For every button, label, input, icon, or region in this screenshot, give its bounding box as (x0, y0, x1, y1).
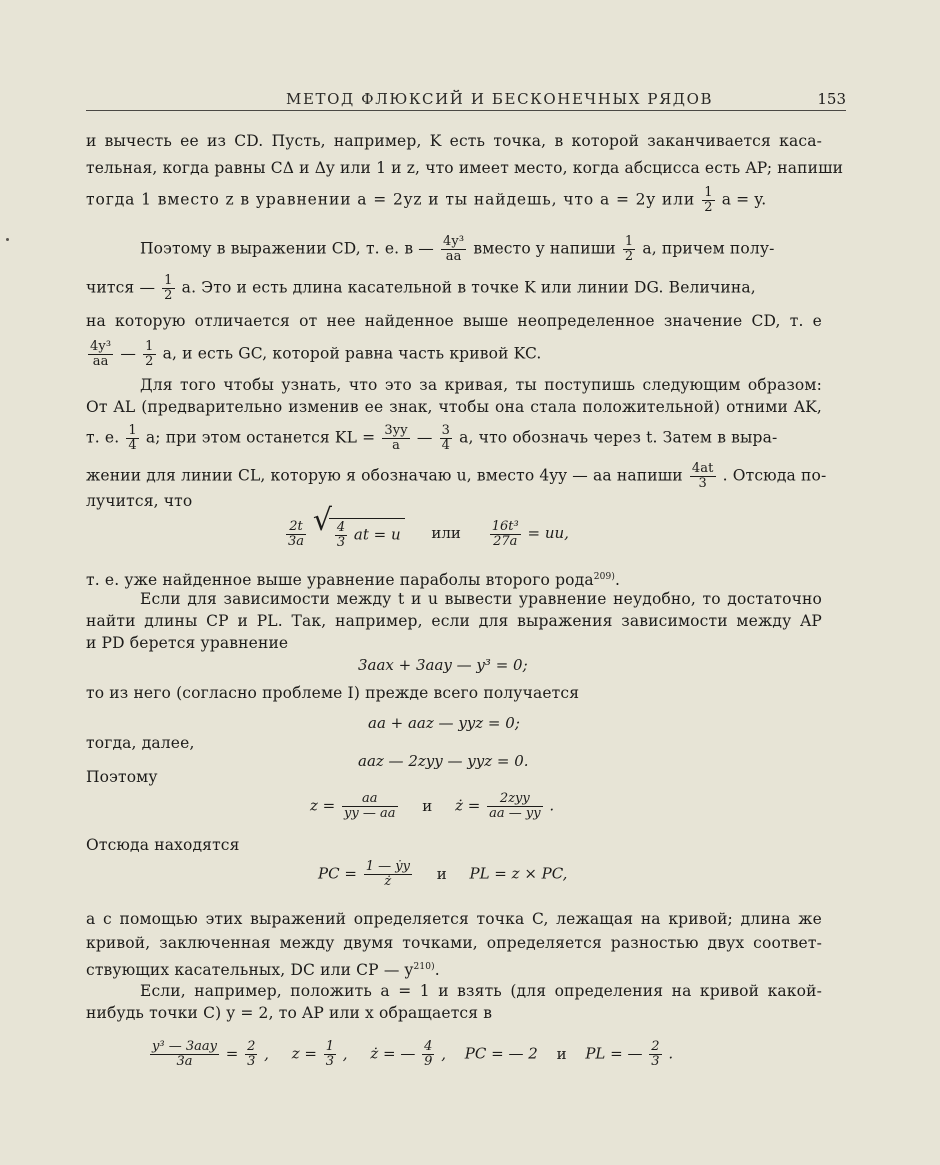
text-line-20: Отсюда находятся (86, 836, 240, 854)
zdot-lhs: ż = (455, 796, 481, 815)
text-line-10b: a; при этом останется KL = (145, 428, 376, 447)
header-title: МЕТОД ФЛЮКСИЙ И БЕСКОНЕЧНЫХ РЯДОВ (286, 90, 714, 108)
text-line-19: Поэтому (86, 768, 158, 786)
fraction-1-3 (324, 1040, 336, 1069)
fraction-16t3-27a (490, 520, 521, 549)
text-line-23-text: ствующих касательных, DC или CP — y (86, 961, 414, 980)
frac-num: 1 (164, 273, 173, 288)
and-word: и (422, 796, 433, 815)
frac-num: y³ — 3aay (152, 1039, 217, 1054)
final-pc: PC = — 2 (464, 1044, 538, 1063)
fraction-pc (364, 860, 412, 889)
text-line-12: лучится, что (86, 492, 193, 510)
root-tail: at = u (353, 525, 401, 544)
frac-den: 9 (424, 1054, 433, 1069)
fraction-2-3 (245, 1040, 257, 1069)
running-header (86, 88, 846, 118)
text-line-4b: вместо y напиши (473, 239, 616, 258)
text-line-10: т. е. $\frac{1}{4}$ a; при этом останется KL = $\frac{3yy}{a}$ — $\frac{3}{4}$ a, что обозначь через t. Затем в выра- (86, 423, 778, 453)
text-line-2: тельная, когда равны CΔ и Δy или 1 и z, что имеет место, когда абсцисса есть AP; напиши (86, 159, 844, 177)
text-line-18: тогда, далее, (86, 734, 195, 752)
text-line-1: и вычесть ее из CD. Пусть, например, K есть точка, в которой заканчивается каса- (86, 132, 822, 150)
radical-sign: √ (312, 503, 332, 538)
frac-num: 4at (691, 461, 714, 476)
frac-den: 2 (704, 200, 713, 215)
fraction-4-3 (335, 521, 347, 550)
text-line-10c: a, что обозначь через t. Затем в выра- (459, 428, 778, 447)
text-line-10a: т. е. (86, 428, 120, 447)
fraction-4-9 (422, 1040, 434, 1069)
fraction-2t-3a (286, 520, 306, 549)
frac-num: 1 (128, 423, 137, 438)
equation-pc-pl (318, 860, 567, 889)
text-line-4a: Поэтому в выражении CD, т. е. в — (140, 239, 434, 258)
text-line-16: и PD берется уравнение (86, 634, 289, 652)
fraction-aa-yyaa (342, 792, 397, 821)
fraction-quarter (126, 424, 138, 453)
frac-num: 3 (441, 423, 451, 438)
frac-den: 3a (176, 1054, 193, 1069)
equation-2: aa + aaz — yyz = 0; (368, 714, 520, 732)
fraction-half (702, 186, 714, 215)
fraction-2-3 (649, 1040, 661, 1069)
square-root (312, 503, 405, 550)
fraction-3-4 (440, 424, 452, 453)
pl-expr: PL = z × PC, (469, 864, 568, 883)
frac-num: 2 (247, 1039, 256, 1054)
frac-den: 2 (145, 354, 154, 369)
text-line-4c: a, причем полу- (642, 239, 775, 258)
frac-num: 1 (704, 185, 713, 200)
parabola-tail: = uu, (527, 524, 569, 542)
fraction-4at-3 (690, 462, 716, 491)
text-line-24: Если, например, положить a = 1 и взять (для определения на кривой какой- (140, 982, 822, 1000)
fraction-3yy-a (382, 424, 409, 453)
text-line-5a: чится — (86, 278, 156, 297)
frac-num: 1 (325, 1039, 335, 1054)
fraction-half (143, 340, 155, 369)
fraction-final-a (150, 1040, 219, 1069)
frac-num: 2t (286, 520, 306, 535)
text-line-15: найти длины CP и PL. Так, например, если для выражения зависимости между AP (86, 612, 822, 630)
frac-den: 3 (325, 1054, 335, 1069)
equation-1: 3aax + 3aay — y³ = 0; (358, 656, 528, 674)
frac-den: 27a (493, 533, 518, 549)
text-line-7 (86, 340, 822, 369)
text-line-13: т. е. уже найденное выше уравнение параболы второго рода$^{209)}$. (86, 571, 621, 590)
final-pl-lhs: PL = — (585, 1044, 643, 1063)
frac-den: 3a (288, 533, 305, 549)
fraction-4y3-aa (441, 235, 466, 264)
equation-z-zdot: z = $\frac{aa}{yy — aa}$ и ż = $\frac{\text{2zyy}}{aa — yy}$ . (310, 791, 555, 821)
text-line-11a: жении для линии CL, которую я обозначаю u, вместо 4yy — aa напиши (86, 466, 683, 485)
fraction-half (162, 274, 174, 303)
text-line-5 (86, 274, 822, 303)
fraction-half (623, 235, 635, 264)
z-lhs: z = (310, 796, 336, 815)
fraction-4y3-aa (88, 340, 113, 369)
text-line-25: нибудь точки C) y = 2, то AP или x обращается в (86, 1004, 493, 1022)
text-line-17: то из него (согласно проблеме I) прежде всего получается (86, 684, 580, 702)
frac-den: aa — yy (489, 806, 541, 821)
equation-3: aaz — 2zyy — yyz = 0. (358, 752, 529, 770)
frac-num: aa (342, 792, 397, 807)
frac-num: 16t³ (491, 518, 519, 534)
frac-den: 3 (247, 1054, 256, 1069)
text-line-9: От AL (предварительно изменив ее знак, чтобы она стала положительной) отними AK, (86, 398, 822, 416)
frac-den: aa (92, 354, 109, 369)
paper-speck (6, 238, 9, 241)
final-zdot-lhs: ż = — (370, 1044, 416, 1063)
footnote-ref-210: 210) (413, 962, 435, 972)
and-word: и (436, 864, 447, 883)
text-line-3 (86, 186, 822, 215)
text-line-5b: a. Это и есть длина касательной в точке K или линии DG. Величина, (181, 278, 756, 297)
frac-num: 3yy (384, 423, 408, 438)
frac-den: 4 (128, 438, 137, 453)
frac-den: a (392, 438, 401, 453)
final-z-lhs: z = (291, 1044, 317, 1063)
text-line-21: а с помощью этих выражений определяется точка C, лежащая на кривой; длина же (86, 910, 822, 928)
text-line-23: ствующих касательных, DC или CP — $y^{210)}$. (86, 961, 440, 980)
text-line-3b: a = y. (721, 190, 767, 209)
frac-den: 4 (441, 438, 451, 453)
frac-den: 3 (336, 535, 346, 550)
frac-den: 3 (698, 476, 707, 491)
frac-num: 4 (424, 1039, 433, 1054)
text-line-4 (140, 235, 822, 264)
frac-den: ż (384, 874, 392, 889)
frac-den: 3 (651, 1054, 660, 1069)
frac-num: 4y³ (90, 339, 112, 354)
frac-num: 4y³ (443, 234, 465, 249)
frac-num: 2 (651, 1039, 660, 1054)
text-line-11 (86, 461, 827, 491)
text-line-3a: тогда 1 вместо z в уравнении a = 2yz и ты найдешь, что a = 2y или (86, 190, 696, 209)
frac-num: 1 — ẏy (365, 859, 410, 874)
or-word: или (431, 524, 461, 542)
header-rule (86, 110, 846, 111)
footnote-ref-209: 209) (593, 572, 616, 582)
text-line-8: Для того чтобы узнать, что это за кривая, ты поступишь следующим образом: (140, 376, 822, 394)
text-line-11b: . Отсюда по- (722, 466, 827, 485)
frac-num: 4 (336, 520, 346, 535)
equation-final: $\frac{\text{y³ — 3aay}}{3a}$ = $\frac{2}{3}$ , z = $\frac{1}{3}$ , ż = — $\frac{4}{9}$ , PC = — 2 и PL = — $\frac{2}{3}$ . (152, 1039, 674, 1069)
frac-num: 1 (145, 339, 154, 354)
frac-num: 1 (624, 234, 634, 249)
pc-lhs: PC = (318, 864, 357, 883)
text-line-6: на которую отличается от нее найденное выше неопределенное значение CD, т. е (86, 312, 822, 330)
frac-den: 2 (164, 288, 173, 303)
frac-num: 2zyy (487, 792, 542, 807)
text-line-22: кривой, заключенная между двумя точками, определяется разностью двух соответ- (86, 934, 822, 952)
text-line-7b: a, и есть GC, которой равна часть кривой KC. (162, 344, 542, 363)
equation-parabola (284, 503, 569, 550)
fraction-2zyy-aayy (487, 792, 542, 821)
text-line-13-text: т. е. уже найденное выше уравнение параболы второго рода (86, 571, 594, 590)
frac-den: 2 (624, 249, 634, 264)
text-line-7a: — (120, 344, 137, 363)
text-line-14: Если для зависимости между t и u вывести уравнение неудобно, то достаточно (140, 590, 822, 608)
page-number: 153 (817, 90, 846, 108)
and-word: и (556, 1044, 567, 1063)
frac-den: aa (445, 249, 462, 264)
frac-den: yy — aa (344, 806, 396, 821)
